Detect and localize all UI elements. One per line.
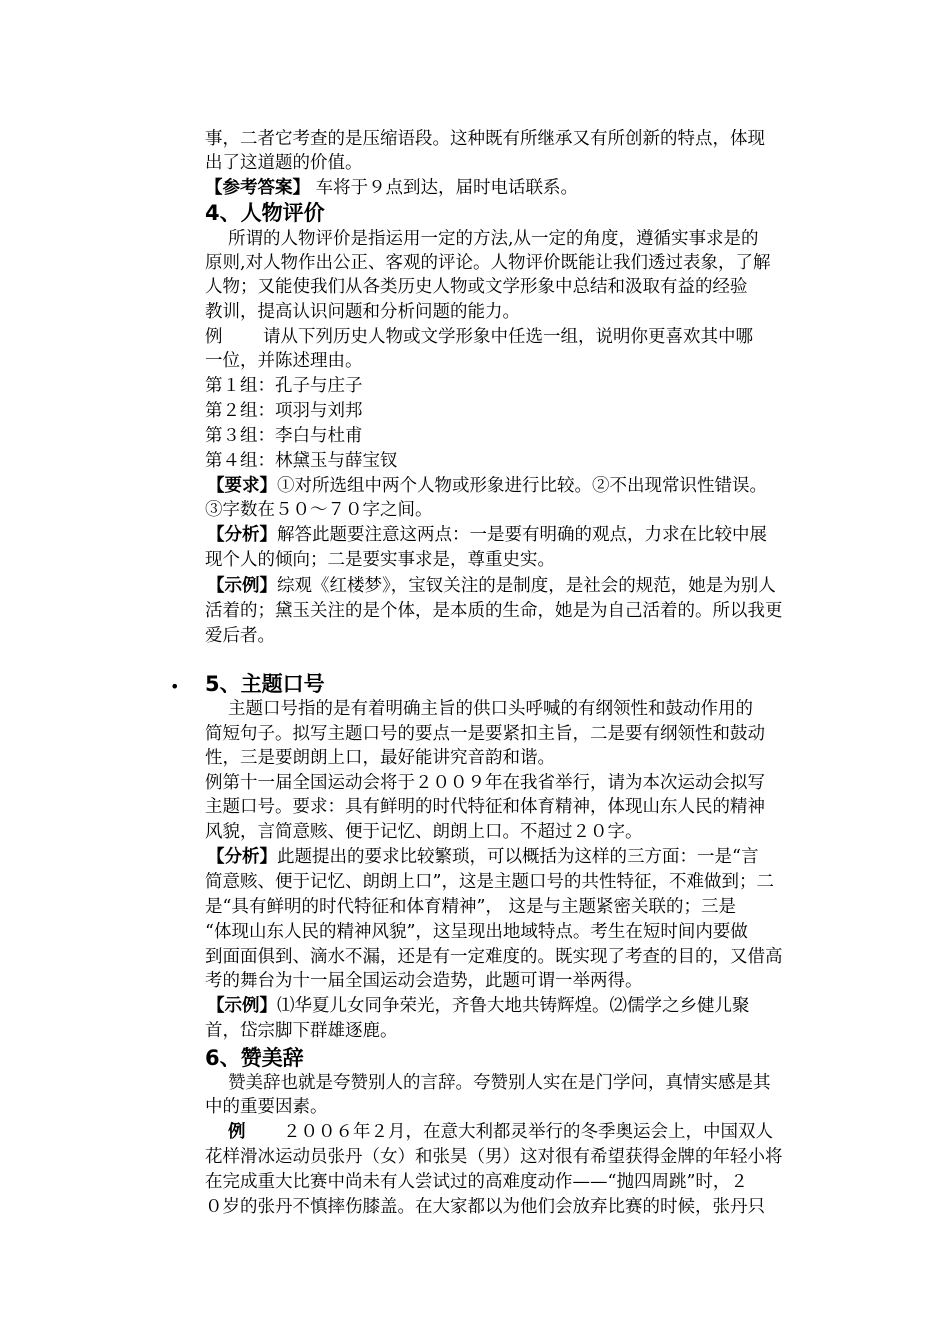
sample-text: ⑴华夏儿女同争荣光，齐鲁大地共铸辉煌。⑵儒学之乡健儿聚 — [277, 996, 750, 1016]
example-label: 例 — [228, 1122, 246, 1142]
text-line: 简短句子。拟写主题口号的要点一是要紧扣主旨，二是要有纲领性和鼓动 — [205, 724, 765, 744]
section-heading-4: 4、人物评价 — [205, 201, 325, 225]
text-line: 人物；又能使我们从各类历史人物或文学形象中总结和汲取有益的经验 — [205, 277, 748, 297]
text-line: 主题口号指的是有着明确主旨的供口头呼喊的有纲领性和鼓动作用的 — [228, 699, 753, 719]
analysis-line — [207, 524, 767, 546]
sample-label: 【示例】 — [207, 996, 277, 1016]
text-line: 在完成重大比赛中尚未有人尝试过的高难度动作——“抛四周跳”时，２ — [205, 1172, 748, 1192]
requirement-line — [207, 475, 767, 497]
group-item: 第３组：李白与杜甫 — [205, 426, 363, 446]
text-line: 原则,对人物作出公正、客观的评论。人物评价既能让我们透过表象，了解 — [205, 253, 771, 273]
text-line: 风貌，言简意赅、便于记忆、朗朗上口。不超过２０字。 — [205, 822, 643, 842]
text-line: 所谓的人物评价是指运用一定的方法,从一定的角度，遵循实事求是的 — [228, 229, 759, 249]
requirement-text: ①对所选组中两个人物或形象进行比较。②不出现常识性错误。 — [277, 476, 767, 496]
text-line: 请从下列历史人物或文学形象中任选一组，说明你更喜欢其中哪 — [263, 327, 753, 347]
group-item: 第１组：孔子与庄子 — [205, 376, 363, 396]
section-heading-6: 6、赞美辞 — [205, 1046, 304, 1070]
sample-label: 【示例】 — [207, 576, 277, 596]
text-line: 一位，并陈述理由。 — [205, 351, 363, 371]
text-line: 教训，提高认识问题和分析问题的能力。 — [205, 302, 520, 322]
text-line: ③字数在５０～７０字之间。 — [205, 500, 433, 520]
text-line: 性，三是要朗朗上口，最好能讲究音韵和谐。 — [205, 748, 555, 768]
text-line: 现个人的倾向；二是要实事求是，尊重史实。 — [205, 550, 555, 570]
text-line: 首，岱宗脚下群雄逐鹿。 — [205, 1021, 398, 1041]
text-line: 到面面俱到、滴水不漏，还是有一定难度的。既实现了考查的目的，又借高 — [205, 947, 783, 967]
sample-text: 综观《红楼梦》，宝钗关注的是制度，是社会的规范，她是为别人 — [277, 576, 776, 596]
reference-answer-text: 车将于９点到达，届时电话联系。 — [310, 178, 579, 198]
section-heading-5: 5、主题口号 — [205, 672, 325, 696]
text-line: 花样滑冰运动员张丹（女）和张昊（男）这对很有希望获得金牌的年轻小将 — [205, 1147, 783, 1167]
analysis-label: 【分析】 — [207, 847, 277, 867]
analysis-text: 解答此题要注意这两点：一是要有明确的观点，力求在比较中展 — [277, 525, 767, 545]
text-line: “体现山东人民的精神风貌”，这呈现出地域特点。考生在短时间内要做 — [205, 922, 748, 942]
analysis-label: 【分析】 — [207, 525, 277, 545]
reference-answer-label: 【参考答案】 — [205, 178, 310, 198]
analysis-text: 此题提出的要求比较繁琐，可以概括为这样的三方面：一是“言 — [277, 847, 759, 867]
text-line: 出了这道题的价值。 — [205, 153, 363, 173]
sample-line — [207, 575, 776, 597]
analysis-line — [207, 846, 758, 868]
text-line: 主题口号。要求：具有鲜明的时代特征和体育精神，体现山东人民的精神 — [205, 797, 765, 817]
group-item: 第４组：林黛玉与薛宝钗 — [205, 451, 398, 471]
example-label: 例 — [205, 327, 223, 347]
text-line: 考的舞台为十一届全国运动会造势，此题可谓一举两得。 — [205, 971, 643, 991]
text-line: ０岁的张丹不慎摔伤膝盖。在大家都以为他们会放弃比赛的时候，张丹只 — [205, 1197, 765, 1217]
sample-line — [207, 995, 750, 1017]
text-line: 例第十一届全国运动会将于２００９年在我省举行，请为本次运动会拟写 — [205, 773, 765, 793]
text-line: 中的重要因素。 — [205, 1097, 328, 1117]
text-line: 事，二者它考查的是压缩语段。这种既有所继承又有所创新的特点，体现 — [205, 129, 765, 149]
text-line: ２００６年２月，在意大利都灵举行的冬季奥运会上，中国双人 — [283, 1122, 773, 1142]
reference-answer-line — [205, 177, 578, 199]
requirement-label: 【要求】 — [207, 476, 277, 496]
text-line: 爱后者。 — [205, 626, 275, 646]
group-item: 第２组：项羽与刘邦 — [205, 401, 363, 421]
text-line: 赞美辞也就是夸赞别人的言辞。夸赞别人实在是门学问，真情实感是其 — [228, 1073, 771, 1093]
text-line: 简意赅、便于记忆、朗朗上口”，这是主题口号的共性特征，不难做到；二 — [205, 872, 774, 892]
text-line: 是“具有鲜明的时代特征和体育精神”， 这是与主题紧密关联的；三是 — [205, 897, 736, 917]
bullet-icon: • — [170, 677, 180, 696]
text-line: 活着的；黛玉关注的是个体，是本质的生命，她是为自己活着的。所以我更 — [205, 601, 783, 621]
